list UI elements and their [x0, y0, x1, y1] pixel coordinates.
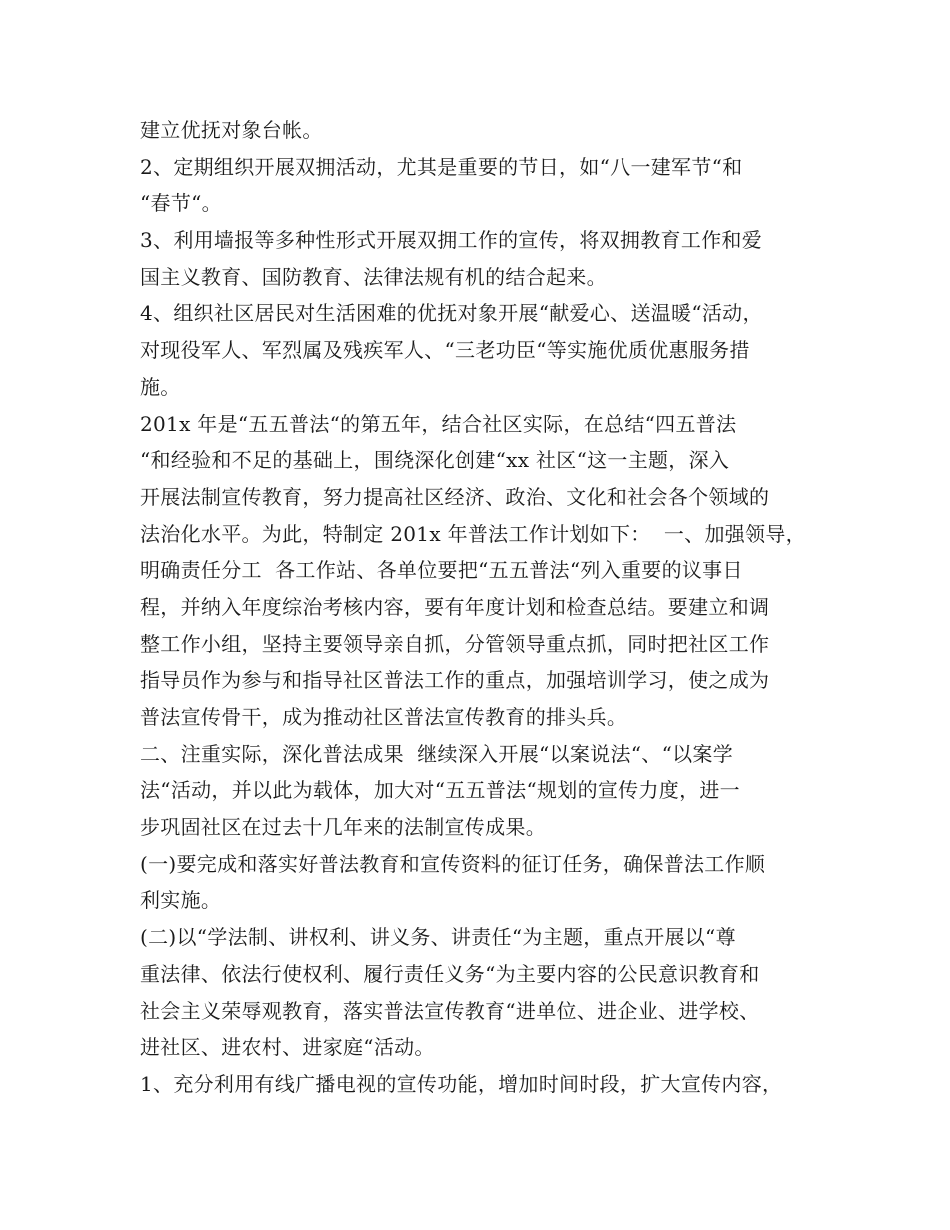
text-line: 社会主义荣辱观教育，落实普法宣传教育“进单位、进企业、进学校、: [140, 998, 760, 1023]
text-line: 整工作小组，坚持主要领导亲自抓，分管领导重点抓，同时把社区工作: [140, 631, 770, 656]
text-line: 建立优抚对象台帐。: [140, 118, 323, 142]
text-line: 1、充分利用有线广播电视的宣传功能，增加时间时段，扩大宣传内容，: [140, 1071, 783, 1096]
text-line: “春节“。: [140, 191, 222, 216]
text-line: 重法律、依法行使权利、履行责任义务“为主要内容的公民意识教育和: [140, 961, 760, 986]
text-line: 普法宣传骨干，成为推动社区普法宣传教育的排头兵。: [140, 705, 628, 729]
text-line: 进社区、进农村、进家庭“活动。: [140, 1035, 435, 1060]
text-line: 2、定期组织开展双拥活动，尤其是重要的节日，如“八一建军节“和: [140, 154, 743, 179]
text-line: 开展法制宣传教育，努力提高社区经济、政治、文化和社会各个领域的: [140, 484, 770, 509]
text-line: 法“活动，并以此为载体，加大对“五五普法“规划的宣传力度，进一: [140, 778, 740, 803]
text-line: 二、注重实际，深化普法成果 继续深入开展“以案说法“、“以案学: [140, 741, 733, 766]
text-line: 3、利用墙报等多种性形式开展双拥工作的宣传，将双拥教育工作和爱: [140, 228, 763, 253]
text-line: (一)要完成和落实好普法教育和宣传资料的征订任务，确保普法工作顺: [140, 851, 766, 876]
document-body: [140, 112, 830, 1103]
text-line: 国主义教育、国防教育、法律法规有机的结合起来。: [140, 264, 607, 289]
text-line: 201x 年是“五五普法“的第五年，结合社区实际，在总结“四五普法: [140, 411, 737, 436]
text-line: 法治化水平。为此，特制定 201x 年普法工作计划如下： 一、加强领导，: [140, 521, 806, 546]
text-line: 程，并纳入年度综治考核内容，要有年度计划和检查总结。要建立和调: [140, 594, 770, 619]
text-line: 步巩固社区在过去十几年来的法制宣传成果。: [140, 815, 546, 840]
text-line: 施。: [140, 374, 181, 399]
text-line: “和经验和不足的基础上，围绕深化创建“xx 社区“这一主题，深入: [140, 448, 730, 473]
text-line: 4、组织社区居民对生活困难的优抚对象开展“献爱心、送温暖“活动，: [140, 301, 763, 326]
text-line: 利实施。: [140, 888, 222, 913]
text-line: 明确责任分工 各工作站、各单位要把“五五普法“列入重要的议事日: [140, 558, 743, 583]
text-line: 对现役军人、军烈属及残疾军人、“三老功臣“等实施优质优惠服务措: [140, 338, 750, 363]
text-line: 指导员作为参与和指导社区普法工作的重点，加强培训学习，使之成为: [140, 668, 770, 693]
text-line: (二)以“学法制、讲权利、讲义务、讲责任“为主题，重点开展以“尊: [140, 925, 736, 950]
